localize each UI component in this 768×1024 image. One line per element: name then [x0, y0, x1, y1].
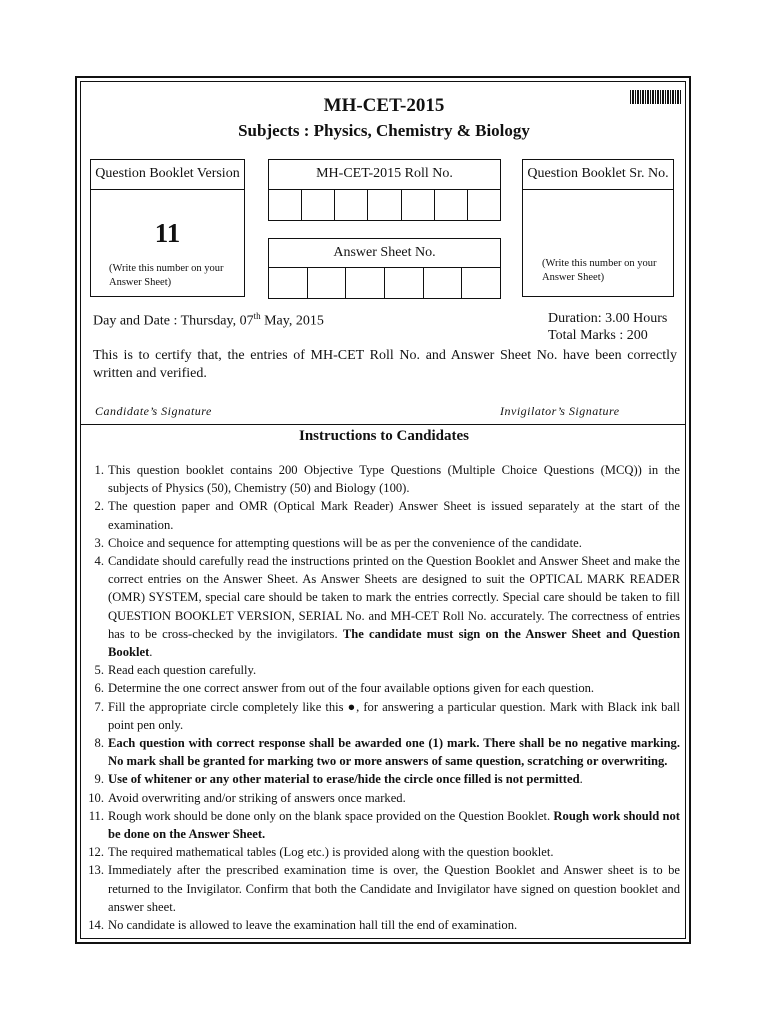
instruction-item: [86, 916, 680, 934]
booklet-version-note: (Write this number on your Answer Sheet): [109, 263, 224, 288]
total-marks: Total Marks : 200: [548, 328, 648, 343]
roll-no-cell[interactable]: [402, 190, 435, 220]
instruction-number: 9.: [94, 772, 104, 787]
roll-no-label: MH-CET-2015 Roll No.: [316, 166, 453, 181]
instruction-number: 3.: [94, 535, 104, 550]
divider: [80, 424, 686, 425]
subjects-title: Subjects : Physics, Chemistry & Biology: [238, 121, 530, 140]
roll-no-label-box: [268, 159, 501, 190]
duration: Duration: 3.00 Hours: [548, 311, 668, 326]
instruction-text: Immediately after the prescribed examination time is over, the Question Booklet and Answer sheet is to be returned to the Invigilator. Confirm that both the Candidate and Invigilator have signed on question booklet and answer sheet.: [108, 863, 680, 914]
instruction-item: [86, 698, 680, 734]
booklet-version-value: 11: [154, 218, 181, 248]
answer-sheet-cell[interactable]: [424, 268, 463, 298]
instruction-text: Avoid overwriting and/or striking of answers once marked.: [108, 790, 406, 805]
instruction-item: [86, 534, 680, 552]
booklet-version-label-box: [90, 159, 245, 190]
serial-label: Question Booklet Sr. No.: [527, 166, 669, 181]
roll-no-cell[interactable]: [468, 190, 500, 220]
instruction-item: [86, 789, 680, 807]
instruction-text: Rough work should be done only on the blank space provided on the Question Booklet.: [108, 808, 554, 823]
instruction-item: [86, 843, 680, 861]
instruction-item: [86, 807, 680, 843]
answer-sheet-field[interactable]: [268, 267, 501, 299]
instruction-number: 2.: [94, 499, 104, 514]
roll-no-cell[interactable]: [269, 190, 302, 220]
instruction-number: 11.: [88, 808, 104, 823]
instruction-bold-text: Each question with correct response shall be awarded one (1) mark. There shall be no negative marking. No mark shall be granted for marking two or more answers of same question, scratching or overwriting.: [108, 736, 680, 769]
exam-title: MH-CET-2015: [323, 95, 445, 116]
roll-no-cell[interactable]: [302, 190, 335, 220]
answer-sheet-cell[interactable]: [308, 268, 347, 298]
instruction-item: [86, 770, 680, 788]
answer-sheet-label: Answer Sheet No.: [333, 245, 436, 260]
instruction-text: No candidate is allowed to leave the examination hall till the end of examination.: [108, 918, 518, 933]
serial-box: [522, 189, 674, 297]
instruction-text: .: [149, 645, 153, 660]
answer-sheet-cell[interactable]: [385, 268, 424, 298]
instruction-text: Choice and sequence for attempting questions will be as per the convenience of the candidate.: [108, 535, 582, 550]
instruction-text: Candidate should carefully read the instructions printed on the Question Booklet and Answer Sheet and make the correct entries on the Answer Sheet. As Answer Sheets are designed to suit the OPTICAL MARK READER (OMR) SYSTEM, special care should be taken to mark the entries correctly. Special care should be taken to fill QUESTION BOOKLET VERSION, SERIAL No. and MH-CET Roll No. accurately. The correctness of entries has to be cross-checked by the invigilators.: [108, 554, 680, 641]
instruction-number: 1.: [94, 463, 104, 477]
instruction-text: Determine the one correct answer from out of the four available options given for each question.: [108, 681, 595, 696]
instruction-text: Read each question carefully.: [108, 663, 257, 678]
instruction-item: [86, 679, 680, 697]
booklet-version-box: [90, 189, 245, 297]
serial-note: (Write this number on your Answer Sheet): [542, 258, 657, 283]
instruction-text: Fill the appropriate circle completely like this ●, for answering a particular question. Mark with Black ink ball point pen only.: [108, 699, 680, 732]
instructions-heading: Instructions to Candidates: [298, 428, 470, 444]
instruction-number: 8.: [94, 736, 104, 751]
booklet-version-label: Question Booklet Version: [95, 166, 240, 181]
roll-no-cell[interactable]: [335, 190, 368, 220]
instruction-item: [86, 552, 680, 661]
instruction-bold-text: The candidate must sign on the Answer Sheet and Question Booklet: [108, 626, 680, 660]
roll-no-field[interactable]: [268, 189, 501, 221]
instruction-item: [86, 497, 680, 533]
instruction-item: [86, 861, 680, 916]
instruction-bold-text: Rough work should not be done on the Answer Sheet.: [108, 808, 680, 842]
instruction-bold-text: Use of whitener or any other material to erase/hide the circle once filled is not permitted: [108, 772, 580, 787]
instruction-number: 13.: [88, 863, 104, 878]
roll-no-cell[interactable]: [435, 190, 468, 220]
instruction-number: 4.: [94, 554, 104, 569]
invigilator-signature-label: Invigilator’s Signature: [500, 404, 620, 418]
answer-sheet-cell[interactable]: [269, 268, 308, 298]
roll-no-cell[interactable]: [368, 190, 401, 220]
answer-sheet-cell[interactable]: [346, 268, 385, 298]
instruction-item: [86, 461, 680, 497]
instruction-number: 14.: [88, 918, 104, 933]
answer-sheet-label-box: [268, 238, 501, 268]
instruction-number: 12.: [88, 845, 104, 860]
answer-sheet-cell[interactable]: [462, 268, 500, 298]
instruction-number: 7.: [94, 699, 104, 714]
candidate-signature-label: Candidate’s Signature: [95, 404, 212, 418]
instruction-number: 10.: [88, 790, 104, 805]
day-date: Day and Date : Thursday, 07th May, 2015: [93, 311, 324, 329]
instruction-text: The question paper and OMR (Optical Mark Reader) Answer Sheet is issued separately at the start of the examination.: [108, 499, 680, 532]
instruction-number: 6.: [94, 681, 104, 696]
instruction-item: [86, 661, 680, 679]
instructions-list: [86, 461, 680, 934]
instruction-text: .: [579, 772, 583, 787]
instruction-text: The required mathematical tables (Log etc.) is provided along with the question booklet.: [108, 845, 554, 860]
instruction-text: This question booklet contains 200 Objective Type Questions (Multiple Choice Questions (MCQ)) in the subjects of Physics (50), Chemistry (50) and Biology (100).: [108, 463, 680, 496]
serial-label-box: [522, 159, 674, 190]
instruction-number: 5.: [94, 663, 104, 678]
instruction-item: [86, 734, 680, 770]
certify-statement: This is to certify that, the entries of MH-CET Roll No. and Answer Sheet No. have been correctly written and verified.: [93, 348, 677, 381]
